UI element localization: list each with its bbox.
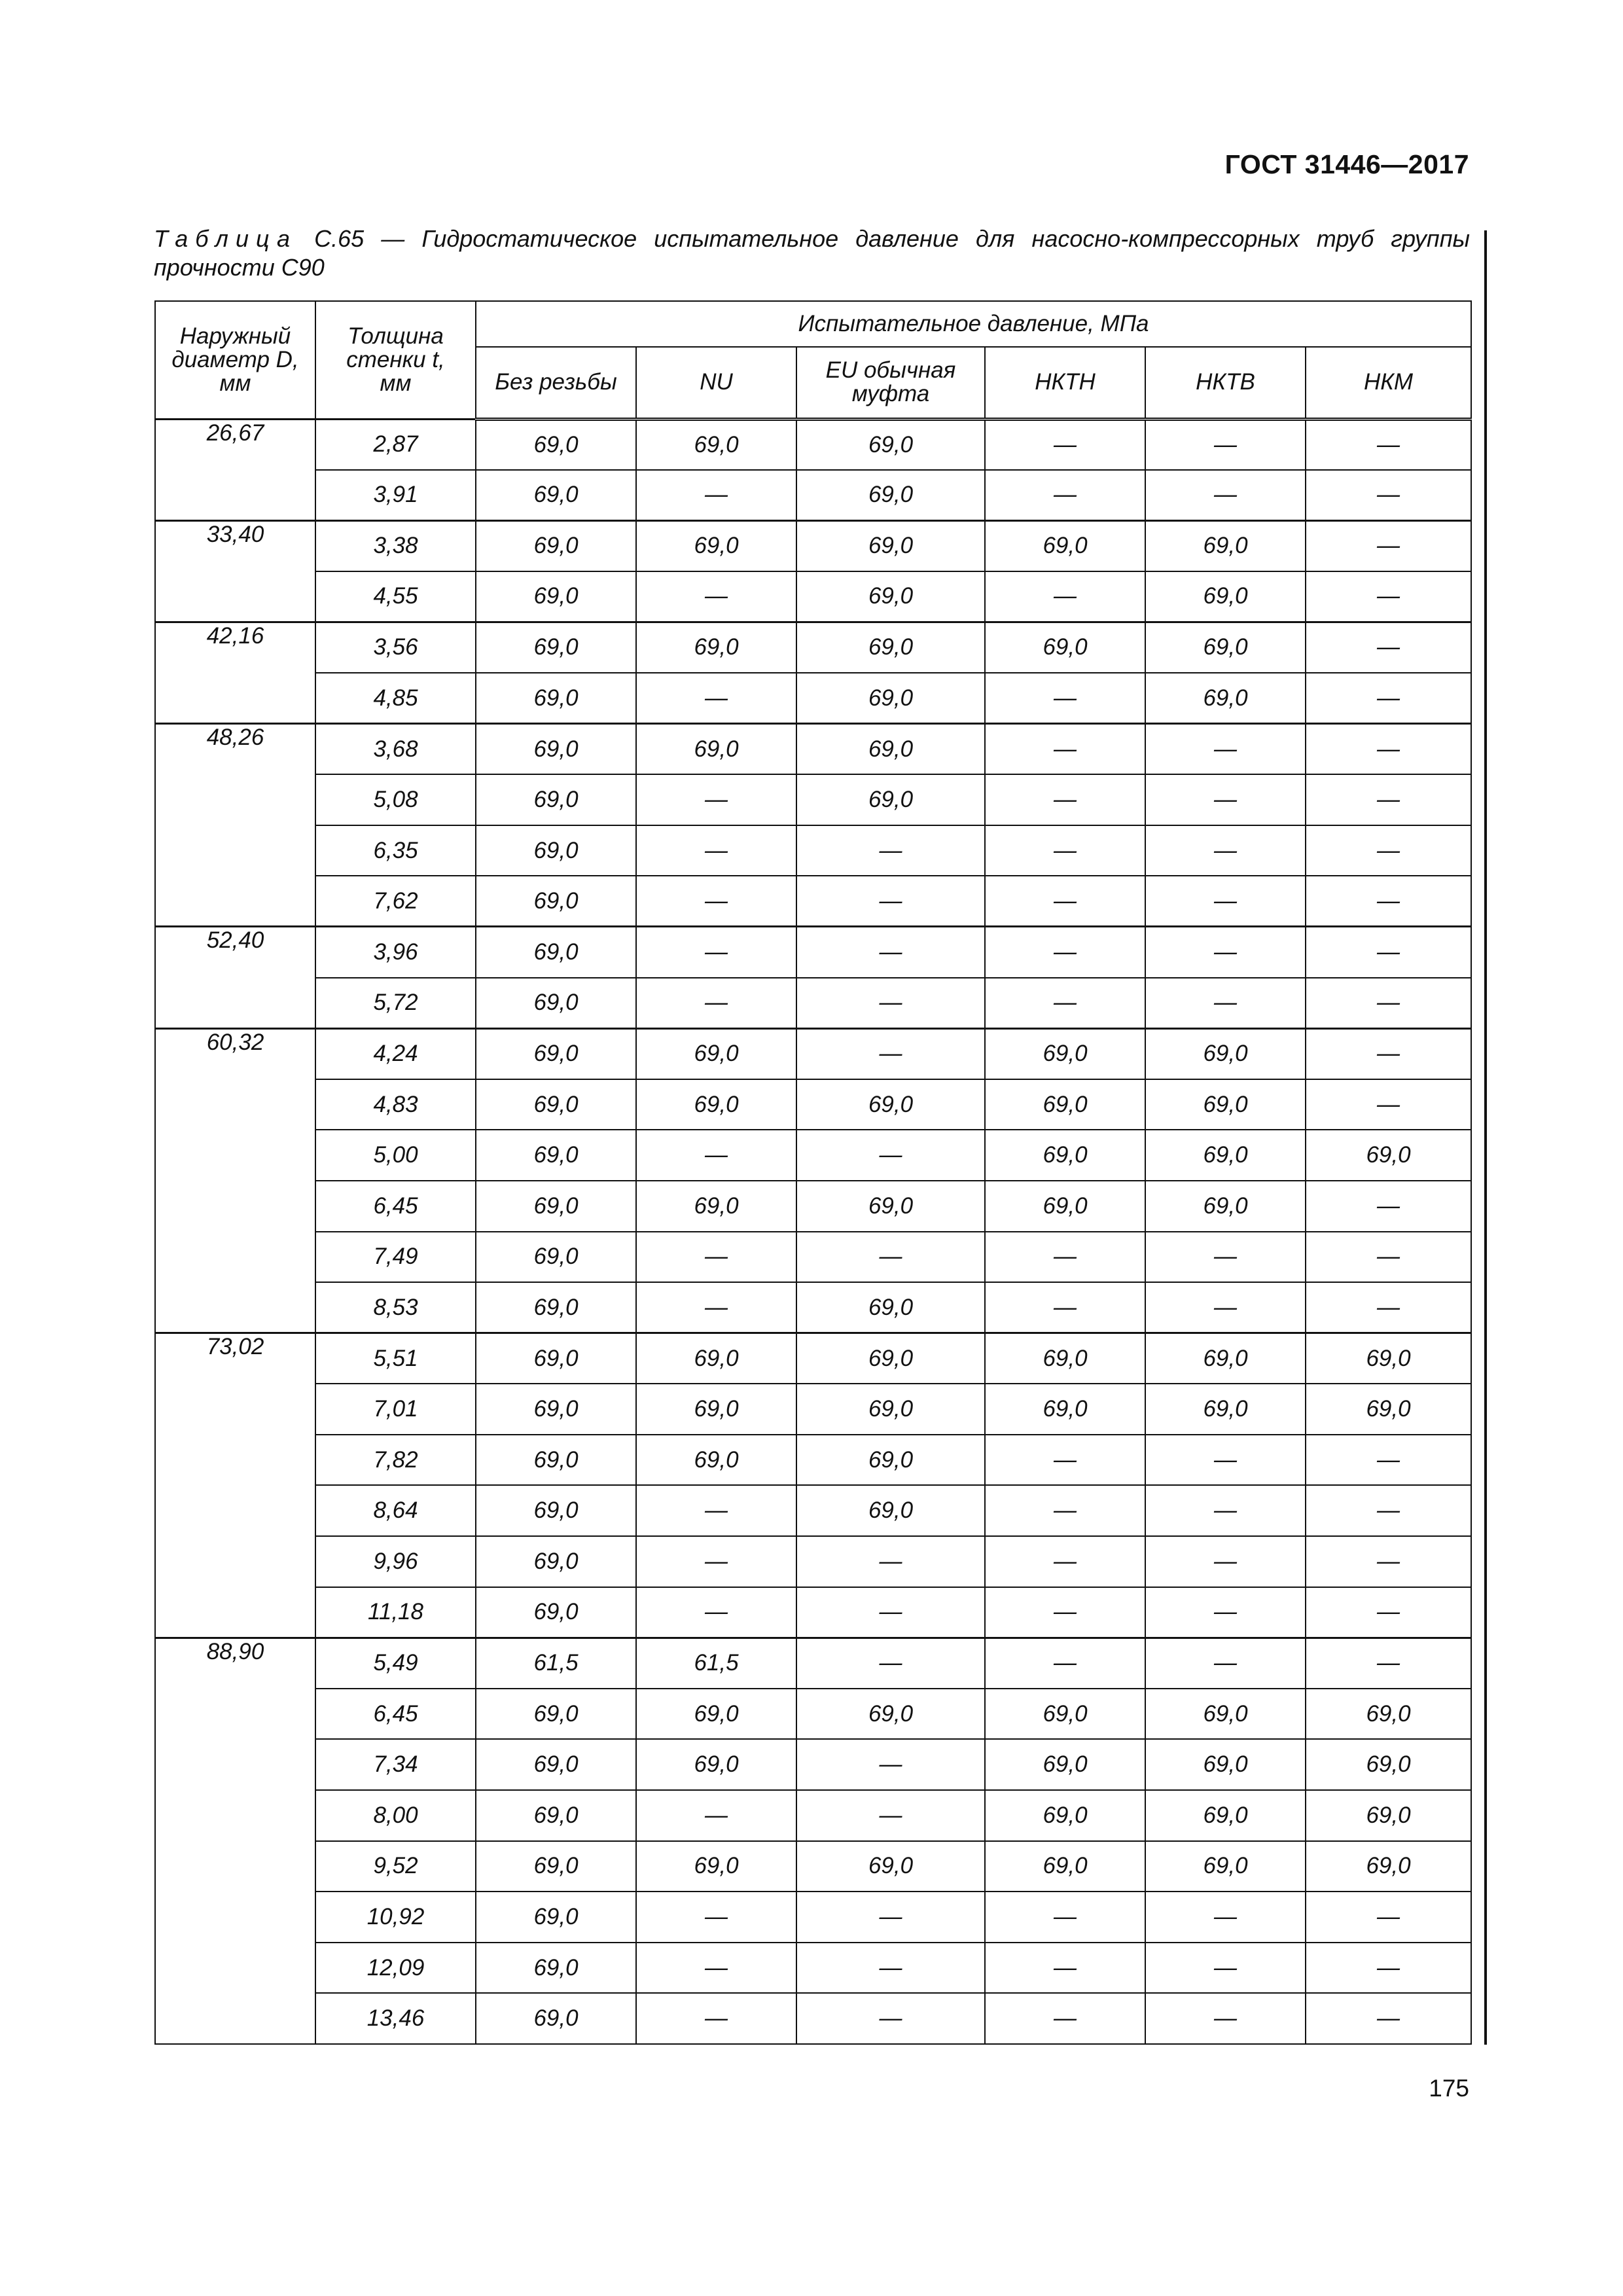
cell-diameter: 42,16: [155, 622, 315, 723]
cell-pressure: 69,0: [476, 1028, 636, 1079]
cell-pressure: —: [1145, 1232, 1306, 1283]
cell-pressure: 69,0: [985, 1689, 1145, 1740]
table-row: [155, 1485, 1471, 1536]
cell-thickness: 6,45: [315, 1181, 476, 1232]
cell-pressure: 69,0: [985, 622, 1145, 673]
cell-pressure: 69,0: [1306, 1689, 1471, 1740]
cell-pressure: —: [796, 1130, 985, 1181]
cell-pressure: 69,0: [796, 571, 985, 622]
cell-pressure: —: [796, 1892, 985, 1943]
table-row: [155, 1333, 1471, 1384]
cell-pressure: —: [1306, 1485, 1471, 1536]
cell-pressure: —: [985, 1282, 1145, 1333]
cell-pressure: 69,0: [636, 1689, 796, 1740]
cell-pressure: —: [985, 927, 1145, 978]
cell-pressure: —: [636, 1130, 796, 1181]
cell-diameter: 88,90: [155, 1638, 315, 2044]
table-row: [155, 571, 1471, 622]
cell-pressure: 69,0: [476, 1485, 636, 1536]
cell-pressure: 69,0: [476, 1892, 636, 1943]
cell-pressure: —: [1145, 1892, 1306, 1943]
cell-pressure: —: [1145, 825, 1306, 876]
header-diameter: Наружный диаметр D, мм: [155, 301, 315, 419]
cell-pressure: 69,0: [636, 419, 796, 470]
cell-pressure: 69,0: [1145, 1181, 1306, 1232]
cell-pressure: —: [636, 1485, 796, 1536]
cell-pressure: 69,0: [796, 1689, 985, 1740]
cell-pressure: 69,0: [1145, 571, 1306, 622]
cell-pressure: —: [796, 1993, 985, 2044]
cell-pressure: 69,0: [985, 1384, 1145, 1435]
cell-pressure: —: [636, 825, 796, 876]
cell-pressure: —: [985, 1943, 1145, 1994]
cell-thickness: 3,38: [315, 520, 476, 571]
cell-pressure: 69,0: [476, 622, 636, 673]
cell-pressure: —: [1145, 927, 1306, 978]
cell-pressure: 69,0: [636, 1079, 796, 1130]
cell-thickness: 4,83: [315, 1079, 476, 1130]
cell-pressure: 69,0: [1145, 1333, 1306, 1384]
cell-pressure: 69,0: [476, 1790, 636, 1841]
cell-thickness: 4,85: [315, 673, 476, 724]
cell-pressure: 69,0: [636, 520, 796, 571]
cell-pressure: 69,0: [796, 1435, 985, 1486]
cell-pressure: 69,0: [1306, 1333, 1471, 1384]
cell-pressure: —: [636, 1892, 796, 1943]
cell-pressure: 69,0: [476, 724, 636, 775]
cell-pressure: —: [1306, 571, 1471, 622]
pressure-table: [154, 300, 1472, 2045]
cell-diameter: 26,67: [155, 419, 315, 520]
table-row: [155, 1841, 1471, 1892]
cell-pressure: —: [985, 876, 1145, 927]
cell-thickness: 8,53: [315, 1282, 476, 1333]
cell-pressure: 69,0: [985, 1333, 1145, 1384]
cell-pressure: 69,0: [1145, 1130, 1306, 1181]
cell-pressure: —: [796, 1587, 985, 1638]
cell-pressure: —: [1306, 825, 1471, 876]
table-row: [155, 622, 1471, 673]
cell-pressure: —: [1145, 1587, 1306, 1638]
cell-thickness: 6,45: [315, 1689, 476, 1740]
cell-thickness: 5,00: [315, 1130, 476, 1181]
cell-thickness: 5,51: [315, 1333, 476, 1384]
cell-pressure: —: [796, 1943, 985, 1994]
cell-pressure: —: [1145, 1485, 1306, 1536]
cell-thickness: 5,72: [315, 978, 476, 1029]
cell-pressure: —: [796, 1790, 985, 1841]
cell-pressure: 69,0: [985, 1028, 1145, 1079]
cell-pressure: —: [636, 1790, 796, 1841]
cell-pressure: 69,0: [476, 1384, 636, 1435]
cell-pressure: —: [636, 1232, 796, 1283]
cell-diameter: 48,26: [155, 724, 315, 927]
header-nktn: НКТН: [985, 347, 1145, 419]
cell-pressure: 69,0: [796, 419, 985, 470]
cell-pressure: 69,0: [476, 1232, 636, 1283]
cell-pressure: —: [636, 978, 796, 1029]
cell-pressure: —: [1306, 1079, 1471, 1130]
table-row: [155, 1384, 1471, 1435]
cell-pressure: 69,0: [1145, 673, 1306, 724]
cell-pressure: —: [985, 978, 1145, 1029]
cell-pressure: —: [636, 1943, 796, 1994]
table-caption-text: С.65 — Гидростатическое испытательное давление для насосно-компрессорных труб группы прочности С90: [154, 225, 1470, 281]
cell-pressure: —: [636, 1536, 796, 1587]
cell-pressure: —: [1306, 1232, 1471, 1283]
table-row: [155, 1993, 1471, 2044]
cell-pressure: 69,0: [476, 571, 636, 622]
cell-pressure: —: [796, 978, 985, 1029]
table-row: [155, 419, 1471, 470]
table-row: [155, 1943, 1471, 1994]
table-body: [155, 419, 1471, 2044]
cell-pressure: —: [985, 825, 1145, 876]
cell-thickness: 7,01: [315, 1384, 476, 1435]
cell-pressure: —: [1145, 876, 1306, 927]
cell-pressure: 69,0: [476, 1739, 636, 1790]
cell-pressure: 69,0: [636, 1435, 796, 1486]
cell-pressure: —: [985, 673, 1145, 724]
cell-pressure: 69,0: [1145, 1790, 1306, 1841]
cell-pressure: 69,0: [636, 1333, 796, 1384]
table-row: [155, 1587, 1471, 1638]
cell-pressure: —: [1145, 724, 1306, 775]
cell-pressure: 69,0: [476, 1282, 636, 1333]
cell-pressure: 69,0: [476, 1181, 636, 1232]
cell-pressure: —: [1306, 1028, 1471, 1079]
cell-pressure: —: [796, 876, 985, 927]
cell-pressure: 69,0: [1145, 1841, 1306, 1892]
cell-pressure: —: [985, 1638, 1145, 1689]
cell-pressure: 69,0: [476, 978, 636, 1029]
cell-pressure: 69,0: [985, 520, 1145, 571]
cell-thickness: 5,49: [315, 1638, 476, 1689]
cell-thickness: 11,18: [315, 1587, 476, 1638]
cell-pressure: —: [796, 1028, 985, 1079]
table-row: [155, 978, 1471, 1029]
cell-pressure: 69,0: [476, 419, 636, 470]
cell-pressure: 69,0: [476, 1943, 636, 1994]
cell-thickness: 7,82: [315, 1435, 476, 1486]
cell-pressure: 69,0: [985, 1079, 1145, 1130]
cell-pressure: —: [1145, 774, 1306, 825]
cell-pressure: 69,0: [1306, 1384, 1471, 1435]
cell-pressure: —: [1306, 978, 1471, 1029]
cell-pressure: 69,0: [1145, 1384, 1306, 1435]
cell-pressure: 69,0: [476, 1435, 636, 1486]
cell-pressure: 69,0: [796, 673, 985, 724]
cell-pressure: —: [1145, 1435, 1306, 1486]
cell-pressure: —: [1306, 1638, 1471, 1689]
cell-thickness: 7,62: [315, 876, 476, 927]
table-row: [155, 673, 1471, 724]
cell-diameter: 33,40: [155, 520, 315, 622]
cell-diameter: 73,02: [155, 1333, 315, 1638]
header-nu: NU: [636, 347, 796, 419]
table-row: [155, 1282, 1471, 1333]
cell-pressure: 69,0: [796, 1485, 985, 1536]
cell-pressure: 61,5: [636, 1638, 796, 1689]
cell-pressure: 69,0: [476, 1587, 636, 1638]
table-row: [155, 1790, 1471, 1841]
cell-pressure: —: [796, 1638, 985, 1689]
cell-pressure: —: [985, 1993, 1145, 2044]
table-row: [155, 1130, 1471, 1181]
cell-pressure: —: [985, 1536, 1145, 1587]
cell-pressure: —: [1306, 876, 1471, 927]
cell-pressure: —: [1145, 1638, 1306, 1689]
cell-pressure: 69,0: [476, 673, 636, 724]
cell-pressure: —: [1306, 927, 1471, 978]
cell-pressure: 69,0: [636, 1739, 796, 1790]
cell-thickness: 6,35: [315, 825, 476, 876]
cell-pressure: —: [636, 1993, 796, 2044]
table-row: [155, 1638, 1471, 1689]
cell-pressure: —: [1145, 1536, 1306, 1587]
cell-pressure: 69,0: [476, 876, 636, 927]
cell-pressure: 69,0: [985, 1790, 1145, 1841]
cell-pressure: —: [636, 1282, 796, 1333]
cell-pressure: —: [796, 1232, 985, 1283]
table-row: [155, 774, 1471, 825]
cell-thickness: 5,08: [315, 774, 476, 825]
cell-thickness: 7,34: [315, 1739, 476, 1790]
cell-pressure: —: [1145, 419, 1306, 470]
cell-pressure: —: [985, 571, 1145, 622]
cell-pressure: 69,0: [1145, 622, 1306, 673]
table-row: [155, 876, 1471, 927]
cell-pressure: 69,0: [1145, 1689, 1306, 1740]
cell-thickness: 3,56: [315, 622, 476, 673]
table-row: [155, 1028, 1471, 1079]
cell-pressure: 69,0: [476, 1130, 636, 1181]
header-nkm: НКМ: [1306, 347, 1471, 419]
cell-pressure: —: [1306, 1587, 1471, 1638]
cell-pressure: —: [985, 1232, 1145, 1283]
cell-pressure: —: [985, 724, 1145, 775]
cell-pressure: —: [1145, 1282, 1306, 1333]
cell-pressure: —: [796, 1739, 985, 1790]
cell-pressure: —: [1306, 1892, 1471, 1943]
cell-pressure: —: [1306, 622, 1471, 673]
cell-pressure: 69,0: [1145, 520, 1306, 571]
cell-pressure: —: [1306, 1536, 1471, 1587]
cell-pressure: 69,0: [476, 520, 636, 571]
cell-pressure: 69,0: [476, 825, 636, 876]
cell-pressure: 69,0: [476, 1993, 636, 2044]
cell-pressure: 69,0: [636, 1841, 796, 1892]
table-row: [155, 1892, 1471, 1943]
cell-pressure: —: [1145, 978, 1306, 1029]
cell-pressure: 69,0: [796, 1841, 985, 1892]
cell-pressure: 69,0: [636, 622, 796, 673]
cell-pressure: —: [796, 825, 985, 876]
cell-pressure: —: [636, 673, 796, 724]
cell-pressure: 69,0: [636, 724, 796, 775]
cell-pressure: —: [636, 470, 796, 521]
cell-pressure: —: [1306, 520, 1471, 571]
cell-pressure: —: [985, 470, 1145, 521]
cell-pressure: —: [985, 1587, 1145, 1638]
cell-pressure: 69,0: [636, 1181, 796, 1232]
cell-pressure: 69,0: [1306, 1790, 1471, 1841]
cell-pressure: —: [1145, 1943, 1306, 1994]
cell-pressure: —: [636, 876, 796, 927]
cell-pressure: 69,0: [476, 927, 636, 978]
table-row: [155, 1689, 1471, 1740]
cell-pressure: —: [985, 1485, 1145, 1536]
cell-pressure: —: [985, 1435, 1145, 1486]
header-eu: EU обычная муфта: [796, 347, 985, 419]
cell-thickness: 13,46: [315, 1993, 476, 2044]
cell-pressure: 69,0: [476, 1333, 636, 1384]
cell-pressure: 69,0: [985, 1739, 1145, 1790]
cell-pressure: 69,0: [636, 1028, 796, 1079]
table-row: [155, 1181, 1471, 1232]
cell-pressure: —: [636, 571, 796, 622]
cell-thickness: 4,55: [315, 571, 476, 622]
cell-pressure: 69,0: [796, 1181, 985, 1232]
cell-pressure: —: [985, 774, 1145, 825]
cell-diameter: 60,32: [155, 1028, 315, 1333]
cell-pressure: —: [796, 927, 985, 978]
cell-thickness: 9,52: [315, 1841, 476, 1892]
cell-pressure: —: [1306, 470, 1471, 521]
header-thickness: Толщина стенки t, мм: [315, 301, 476, 419]
cell-pressure: —: [1306, 774, 1471, 825]
cell-pressure: 69,0: [1145, 1739, 1306, 1790]
page-number: 175: [1429, 2075, 1469, 2102]
cell-pressure: —: [1306, 1282, 1471, 1333]
table-row: [155, 724, 1471, 775]
cell-thickness: 2,87: [315, 419, 476, 470]
cell-thickness: 8,00: [315, 1790, 476, 1841]
cell-thickness: 9,96: [315, 1536, 476, 1587]
cell-pressure: 69,0: [1306, 1130, 1471, 1181]
cell-pressure: 69,0: [796, 1333, 985, 1384]
cell-pressure: 69,0: [1306, 1841, 1471, 1892]
table-row: [155, 520, 1471, 571]
cell-pressure: —: [636, 927, 796, 978]
cell-pressure: 69,0: [476, 1841, 636, 1892]
table-row: [155, 825, 1471, 876]
cell-thickness: 7,49: [315, 1232, 476, 1283]
cell-pressure: 69,0: [796, 724, 985, 775]
cell-pressure: 69,0: [985, 1130, 1145, 1181]
table-row: [155, 1739, 1471, 1790]
cell-pressure: —: [796, 1536, 985, 1587]
cell-pressure: 61,5: [476, 1638, 636, 1689]
table-caption: [154, 224, 1470, 282]
cell-pressure: —: [1306, 724, 1471, 775]
cell-pressure: 69,0: [796, 774, 985, 825]
cell-pressure: 69,0: [636, 1384, 796, 1435]
cell-pressure: 69,0: [1145, 1079, 1306, 1130]
cell-pressure: —: [1145, 1993, 1306, 2044]
cell-pressure: 69,0: [1306, 1739, 1471, 1790]
standard-number: ГОСТ 31446—2017: [1224, 149, 1469, 179]
cell-thickness: 3,96: [315, 927, 476, 978]
cell-pressure: —: [985, 1892, 1145, 1943]
header-nktv: НКТВ: [1145, 347, 1306, 419]
cell-pressure: 69,0: [985, 1181, 1145, 1232]
cell-pressure: —: [1306, 419, 1471, 470]
header-no-thread: Без резьбы: [476, 347, 636, 419]
table-row: [155, 1435, 1471, 1486]
cell-thickness: 4,24: [315, 1028, 476, 1079]
table-row: [155, 1536, 1471, 1587]
change-marker-bar: [1484, 230, 1487, 2045]
table-row: [155, 1079, 1471, 1130]
header-test-pressure: Испытательное давление, МПа: [476, 301, 1471, 347]
cell-pressure: 69,0: [476, 1079, 636, 1130]
cell-pressure: 69,0: [796, 1079, 985, 1130]
cell-thickness: 3,91: [315, 470, 476, 521]
cell-pressure: 69,0: [476, 470, 636, 521]
cell-pressure: —: [1306, 1181, 1471, 1232]
table-row: [155, 1232, 1471, 1283]
cell-pressure: 69,0: [1145, 1028, 1306, 1079]
cell-pressure: 69,0: [476, 774, 636, 825]
table-row: [155, 470, 1471, 521]
cell-pressure: 69,0: [796, 520, 985, 571]
cell-pressure: —: [1306, 1435, 1471, 1486]
cell-pressure: —: [636, 1587, 796, 1638]
cell-pressure: —: [636, 774, 796, 825]
cell-pressure: 69,0: [476, 1536, 636, 1587]
cell-pressure: 69,0: [796, 622, 985, 673]
cell-thickness: 3,68: [315, 724, 476, 775]
cell-diameter: 52,40: [155, 927, 315, 1028]
table-row: [155, 927, 1471, 978]
cell-pressure: —: [1145, 470, 1306, 521]
cell-pressure: —: [1306, 673, 1471, 724]
cell-pressure: 69,0: [796, 1384, 985, 1435]
cell-pressure: —: [1306, 1993, 1471, 2044]
cell-pressure: —: [1306, 1943, 1471, 1994]
cell-thickness: 12,09: [315, 1943, 476, 1994]
cell-pressure: 69,0: [796, 1282, 985, 1333]
cell-pressure: —: [985, 419, 1145, 470]
cell-pressure: 69,0: [476, 1689, 636, 1740]
cell-thickness: 10,92: [315, 1892, 476, 1943]
cell-thickness: 8,64: [315, 1485, 476, 1536]
cell-pressure: 69,0: [985, 1841, 1145, 1892]
table-caption-label: Таблица: [154, 225, 298, 252]
cell-pressure: 69,0: [796, 470, 985, 521]
